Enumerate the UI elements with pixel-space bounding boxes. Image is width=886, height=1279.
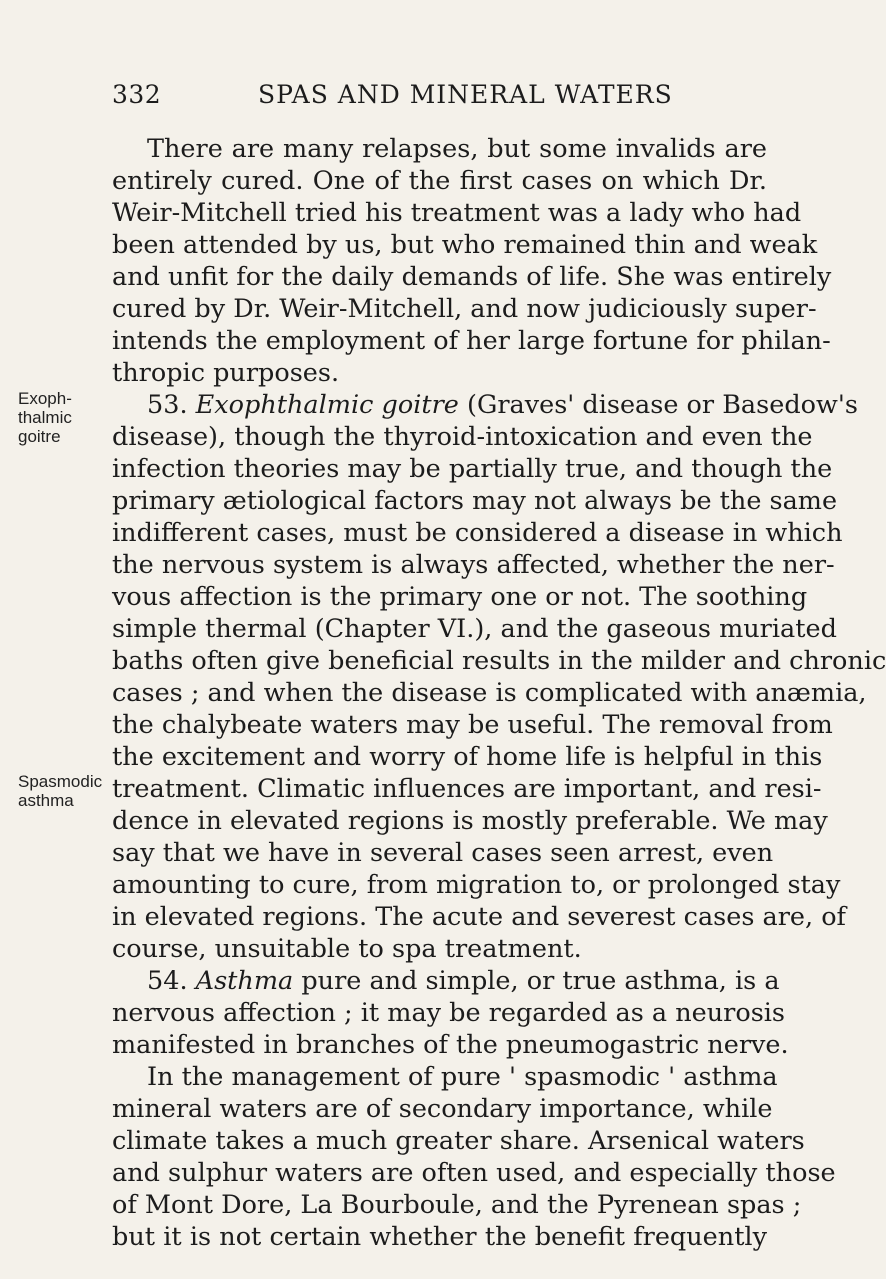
text-line: There are many relapses, but some invalids are bbox=[147, 134, 767, 164]
text-line: thropic purposes. bbox=[112, 358, 340, 388]
text-line: disease), though the thyroid-intoxication and even the bbox=[112, 422, 813, 452]
section-53-heading-line bbox=[112, 389, 858, 421]
text-line: and unfit for the daily demands of life. She was entirely bbox=[112, 262, 832, 292]
page-header bbox=[0, 80, 801, 120]
text-line: climate takes a much greater share. Arsenical waters bbox=[112, 1126, 805, 1156]
section-54-heading-line bbox=[112, 965, 780, 997]
text-line: been attended by us, but who remained thin and weak bbox=[112, 230, 818, 260]
section-title-exophthalmic-goitre: Exophthalmic goitre bbox=[195, 390, 459, 420]
text-line: manifested in branches of the pneumogastric nerve. bbox=[112, 1030, 789, 1060]
text-line: vous affection is the primary one or not. The soothing bbox=[112, 582, 808, 612]
margin-note-line: thalmic bbox=[18, 408, 72, 427]
section-number: 54. bbox=[147, 966, 196, 996]
section-title-asthma: Asthma bbox=[195, 966, 294, 996]
text-line: but it is not certain whether the benefit frequently bbox=[112, 1222, 767, 1252]
text-line: primary ætiological factors may not always be the same bbox=[112, 486, 838, 516]
text-line: Weir-Mitchell tried his treatment was a lady who had bbox=[112, 198, 802, 228]
text-line: baths often give beneficial results in the milder and chronic bbox=[112, 646, 886, 676]
text-line: of Mont Dore, La Bourboule, and the Pyrenean spas ; bbox=[112, 1190, 802, 1220]
section-number: 53. bbox=[147, 390, 196, 420]
body-text bbox=[112, 133, 886, 1253]
text-line: intends the employment of her large fortune for philan- bbox=[112, 326, 831, 356]
text-line: dence in elevated regions is mostly preferable. We may bbox=[112, 806, 828, 836]
text-line: the excitement and worry of home life is helpful in this bbox=[112, 742, 823, 772]
text-line: infection theories may be partially true, and though the bbox=[112, 454, 833, 484]
margin-note-line: asthma bbox=[18, 791, 74, 810]
text-line: indifferent cases, must be considered a disease in which bbox=[112, 518, 843, 548]
text-line: cured by Dr. Weir-Mitchell, and now judiciously super- bbox=[112, 294, 817, 324]
text-line: course, unsuitable to spa treatment. bbox=[112, 934, 582, 964]
text-line: in elevated regions. The acute and severest cases are, of bbox=[112, 902, 846, 932]
text-line: the nervous system is always affected, whether the ner- bbox=[112, 550, 835, 580]
text-line: mineral waters are of secondary importance, while bbox=[112, 1094, 773, 1124]
text-line: simple thermal (Chapter VI.), and the gaseous muriated bbox=[112, 614, 837, 644]
text-line: nervous affection ; it may be regarded as a neurosis bbox=[112, 998, 786, 1028]
text-line: treatment. Climatic influences are important, and resi- bbox=[112, 774, 822, 804]
text-line: amounting to cure, from migration to, or prolonged stay bbox=[112, 870, 841, 900]
margin-note-spasmodic-asthma bbox=[18, 772, 108, 810]
margin-note-line: Exoph- bbox=[18, 389, 72, 408]
text-span: pure and simple, or true asthma, is a bbox=[293, 966, 780, 996]
text-line: entirely cured. One of the first cases on which Dr. bbox=[112, 166, 767, 196]
margin-note-exophthalmic-goitre bbox=[18, 389, 108, 446]
text-line: say that we have in several cases seen arrest, even bbox=[112, 838, 774, 868]
text-line: In the management of pure ' spasmodic ' asthma bbox=[147, 1062, 778, 1092]
text-span: (Graves' disease or Basedow's bbox=[458, 390, 858, 420]
page-number: 332 bbox=[112, 80, 162, 109]
running-title: SPAS AND MINERAL WATERS bbox=[258, 80, 673, 109]
text-line: and sulphur waters are often used, and especially those bbox=[112, 1158, 836, 1188]
text-line: cases ; and when the disease is complicated with anæmia, bbox=[112, 678, 867, 708]
margin-note-line: Spasmodic bbox=[18, 772, 103, 791]
margin-note-line: goitre bbox=[18, 427, 61, 446]
text-line: the chalybeate waters may be useful. The removal from bbox=[112, 710, 833, 740]
